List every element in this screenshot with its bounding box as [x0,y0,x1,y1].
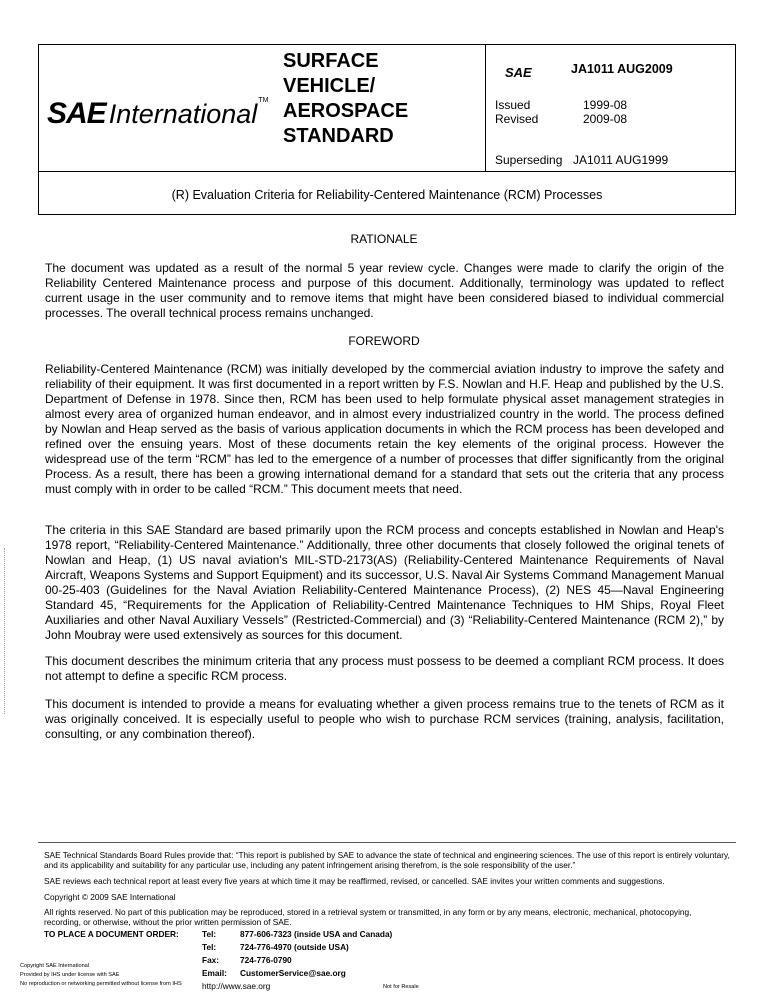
logo-international-text: International [108,99,258,129]
foreword-paragraph-4: This document is intended to provide a means for evaluating whether a given process remains true to the tenets of RCM as it was originally conceived. It is especially useful to people who wish to purchase RCM services (training, analysis, facilitation, consulting, or any combination thereof). [45,697,724,741]
foreword-paragraph-3: This document describes the minimum criteria that any process must possess to be deemed a compliant RCM process. It does not attempt to define a specific RCM process. [45,654,724,683]
foreword-paragraph-1: Reliability-Centered Maintenance (RCM) was initially developed by the commercial aviation industry to improve the safety and reliability of their equipment. It was first documented in a report written by F.S. Nowlan and H.F. Heap and published by the U.S. Department of Defense in 1978. Since then, RCM has been used to help formulate physical asset management strategies in almost every area of organized human endeavor, and in almost every industrialized country in the world. The process defined by Nowlan and Heap served as the basis of various application documents in which the RCM process has been developed and refined over the ensuing years. Most of these documents retain the key elements of the original process. However the widespread use of the term “RCM” has led to the emergence of a number of processes that differ significantly from the original Process. As a result, there has been a growing international demand for a standard that sets out the criteria that any process must comply with in order to be called “RCM.” This document meets that need. [45,362,724,496]
sae-international-logo [47,97,268,131]
footer-divider [38,842,736,843]
standard-type-line: STANDARD [283,125,394,147]
header-box [38,44,736,215]
issued-value: 1999-08 [583,98,628,112]
footer-copyright: Copyright © 2009 SAE International [44,892,176,902]
logo-trademark: TM [258,97,269,104]
contact-email [202,968,346,978]
margin-watermark-strip [4,548,10,714]
standard-type-line: AEROSPACE [283,100,409,122]
sae-mini-logo: SAE [505,65,532,80]
revised-label: Revised [495,112,539,126]
contact-tel-2 [202,942,349,952]
standard-type-line: VEHICLE/ [283,75,376,97]
fax-label: Fax: [202,955,220,965]
foreword-heading: FOREWORD [348,334,420,348]
rationale-heading: RATIONALE [350,232,418,246]
document-id: JA1011 AUG2009 [571,62,673,76]
rationale-text: The document was updated as a result of the normal 5 year review cycle. Changes were made to clarify the origin of the Reliability Centered Maintenance process and purpose of this document. Additionally, terminology was updated to reflect current usage in the user community and to remove items that might have been considered biased to individual commercial processes. The overall technical process remains unchanged. [45,261,724,320]
email-value: CustomerService@sae.org [240,968,346,978]
tel-1-label: Tel: [202,929,217,939]
header-vertical-divider [485,45,486,171]
standard-type [283,49,408,149]
ihs-copyright: Copyright SAE International [20,963,90,969]
revised-row [495,112,628,126]
superseding-value: JA1011 AUG1999 [573,153,669,167]
contact-fax [202,955,292,965]
contact-tel-1 [202,929,392,939]
superseding-row [495,153,669,167]
document-title: (R) Evaluation Criteria for Reliability-Centered Maintenance (RCM) Processes [171,188,603,202]
foreword-paragraph-2: The criteria in this SAE Standard are based primarily upon the RCM process and concepts established in Nowlan and Heap's 1978 report, “Reliability-Centered Maintenance.” Additionally, three other documents that closely followed the original tenets of Nowlan and Heap, (1) US naval aviation's MIL-STD-2173(AS) (Reliability-Centered Maintenance Requirements of Naval Aircraft, Weapons Systems and Support Equipment) and its successor, U.S. Naval Air Systems Command Management Manual 00-25-403 (Guidelines for the Naval Aviation Reliability-Centered Maintenance Process), (2) NES 45—Naval Engineering Standard 45, “Requirements for the Application of Reliability-Centred Maintenance Techniques to HM Ships, Royal Fleet Auxiliaries and other Naval Auxiliary Vessels” (Restricted-Commercial) and (3) “Reliability-Centered Maintenance (RCM 2),” by John Moubray were used extensively as sources for this document. [45,523,724,642]
fax-value: 724-776-0790 [240,955,292,965]
revised-value: 2009-08 [583,112,628,126]
not-for-resale: Not for Resale [383,984,419,990]
standard-type-line: SURFACE [283,50,379,72]
tel-2-value: 724-776-4970 (outside USA) [240,942,349,952]
footer-rights-text: All rights reserved. No part of this publication may be reproduced, stored in a retrieval system or transmitted, in any form or by any means, electronic, mechanical, photocopying, recording, or otherwise, without the prior written permission of SAE. [44,907,692,927]
email-label: Email: [202,968,227,978]
footer-review-text: SAE reviews each technical report at least every five years at which time it may be reaffirmed, revised, or cancelled. SAE invites your written comments and suggestions. [44,876,665,886]
ihs-no-reproduction: No reproduction or networking permitted without license from IHS [20,981,182,987]
sae-website-link[interactable]: http://www.sae.org [202,981,271,991]
footer-rules-text: SAE Technical Standards Board Rules provide that: “This report is published by SAE to advance the state of technical and engineering sciences. The use of this report is entirely voluntary, and its applicability and suitability for any particular use, including any patent infringement arising therefrom, is the sole responsibility of the user.” [44,850,730,870]
header-horizontal-divider [39,171,735,172]
logo-sae-text: SAE [47,97,106,130]
issued-label: Issued [495,98,531,112]
ihs-provided: Provided by IHS under license with SAE [20,972,120,978]
issued-row [495,98,628,112]
superseding-label: Superseding [495,153,563,167]
tel-2-label: Tel: [202,942,217,952]
order-label: TO PLACE A DOCUMENT ORDER: [44,929,179,939]
tel-1-value: 877-606-7323 (inside USA and Canada) [240,929,393,939]
